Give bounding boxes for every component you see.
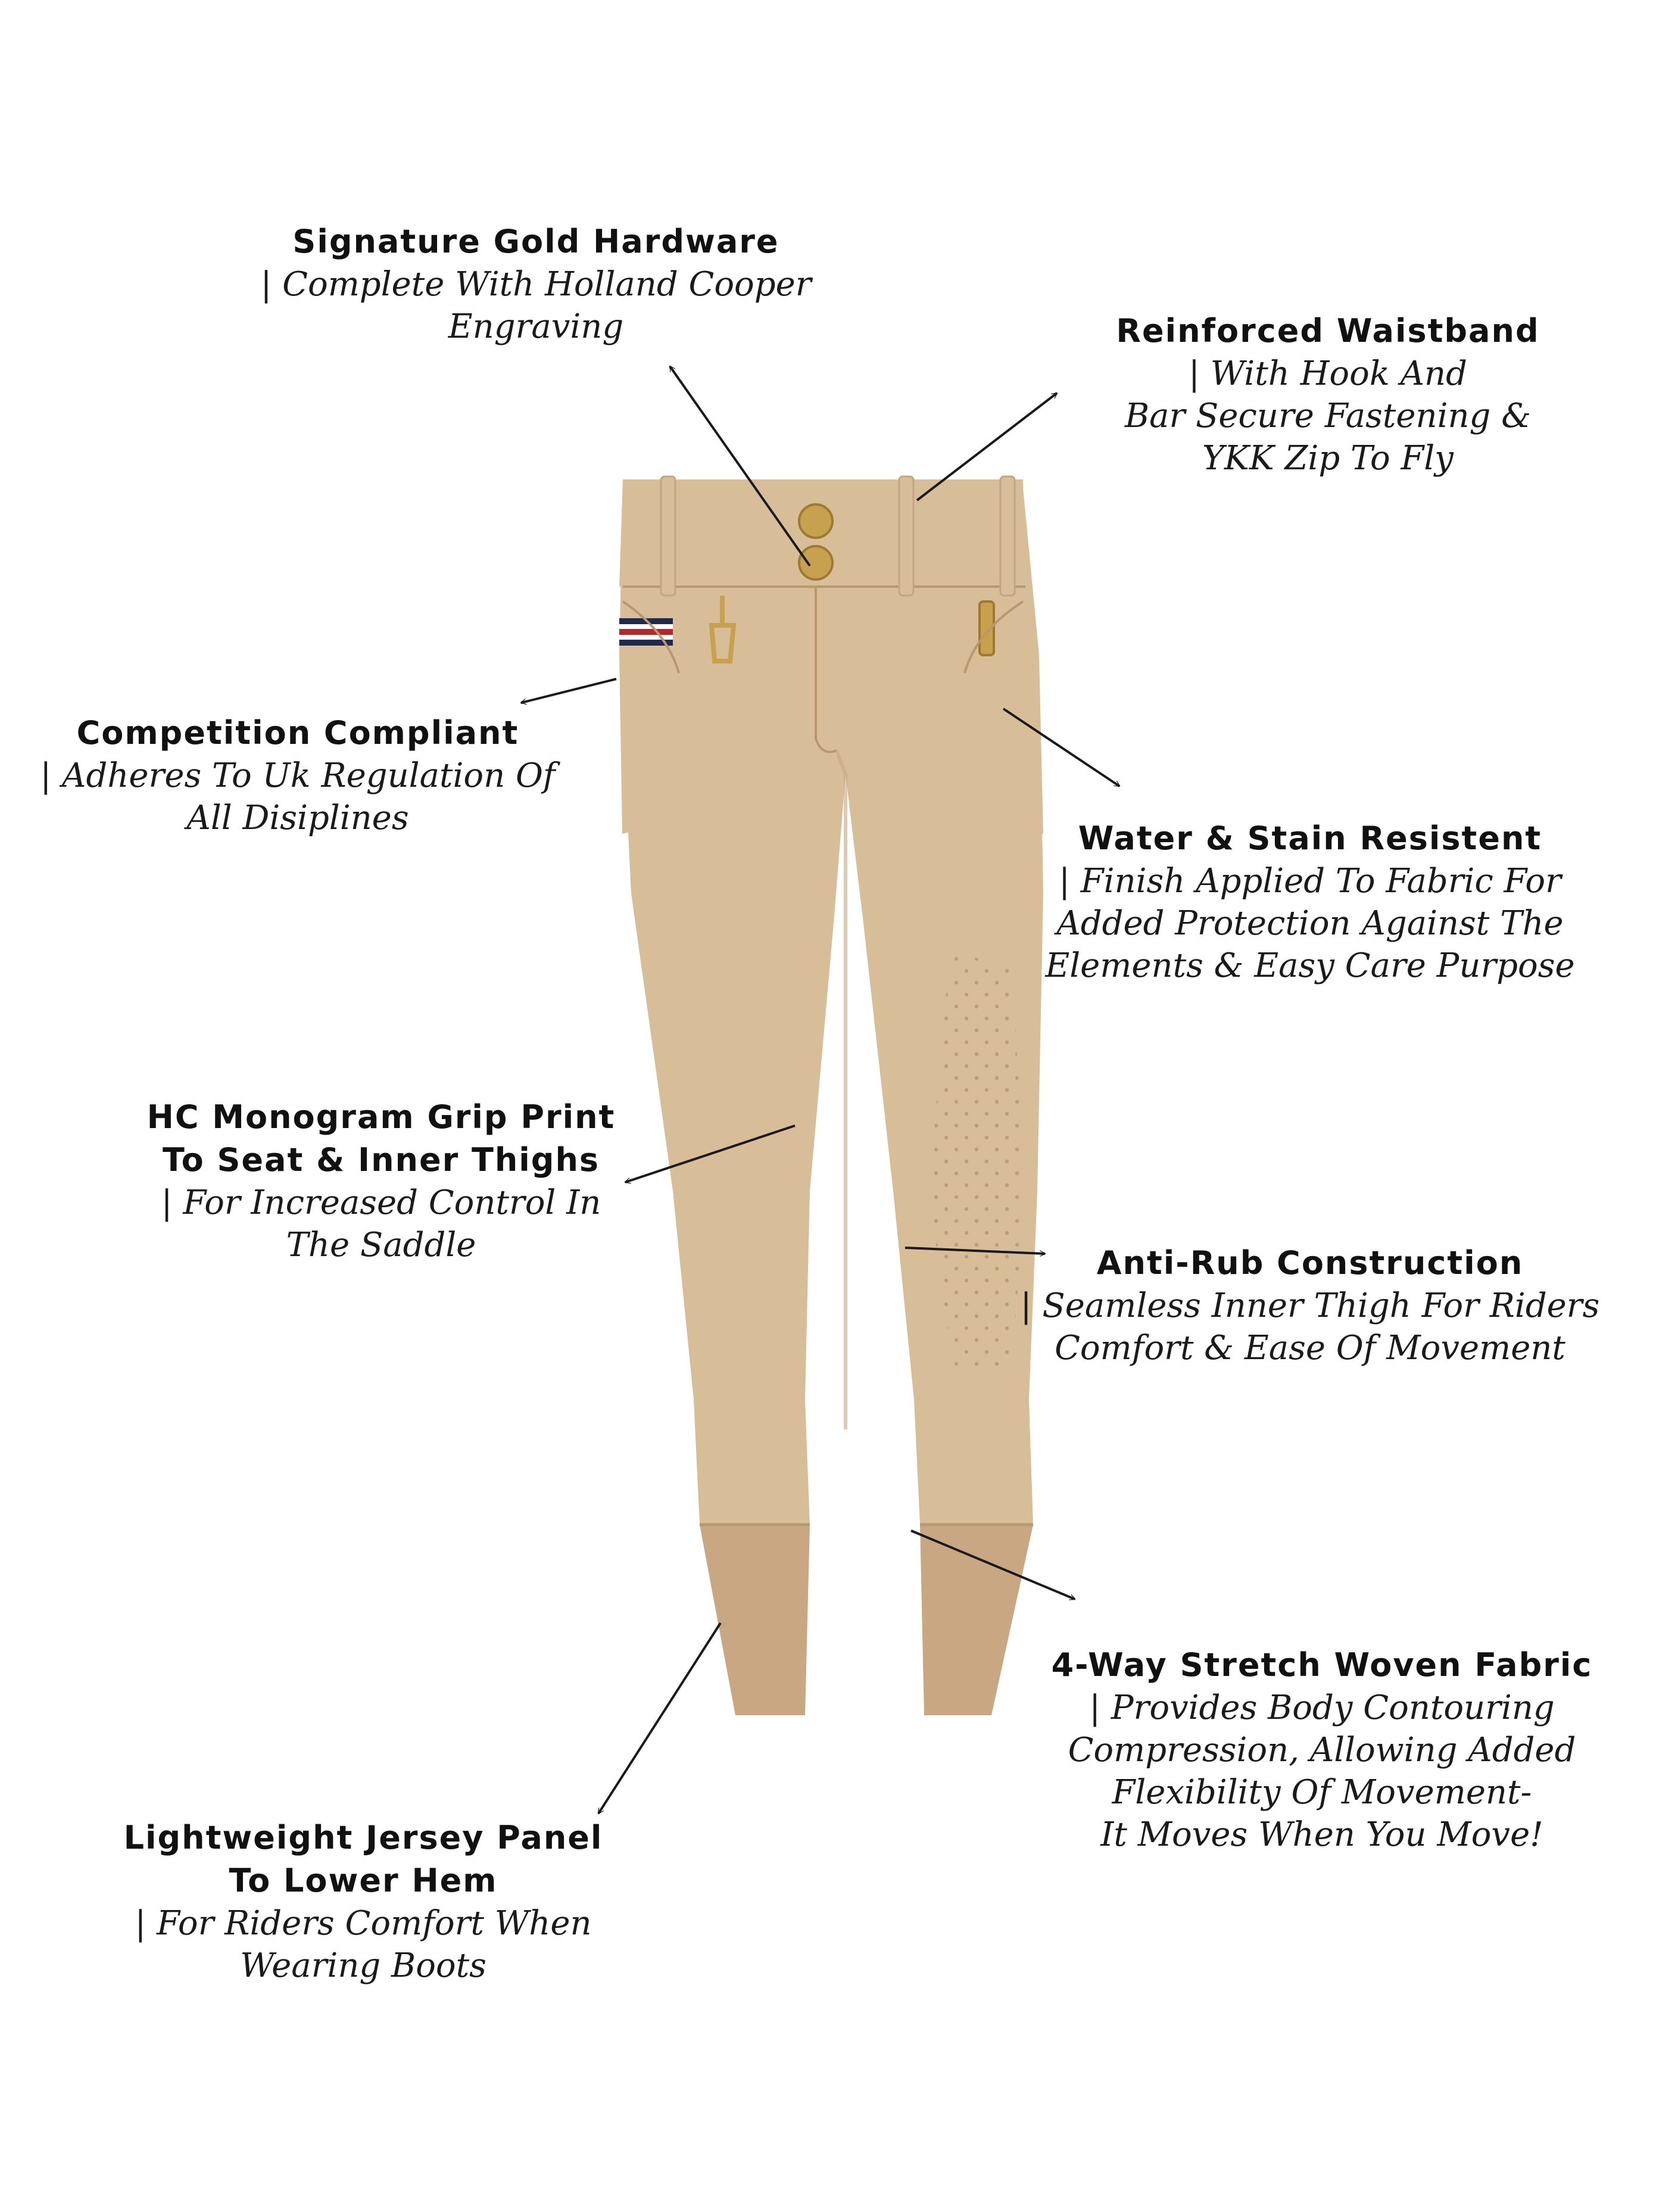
callout-desc-line: | For Riders Comfort When [135, 1904, 592, 1943]
callout-title: Competition Compliant [76, 714, 519, 752]
callout-desc-line: The Saddle [286, 1226, 476, 1264]
callout-desc-line: Comfort & Ease Of Movement [1055, 1329, 1565, 1367]
callout-desc-line: | Complete With Holland Cooper [260, 265, 812, 304]
callout-anti-rub-construction [1012, 1242, 1608, 1369]
callout-desc-line: | Provides Body Contouring [1089, 1688, 1555, 1727]
callout-desc-line: | With Hook And [1189, 354, 1467, 393]
callout-desc-line: | Seamless Inner Thigh For Riders [1020, 1286, 1600, 1325]
callout-title: HC Monogram Grip Print [146, 1098, 616, 1136]
callout-title: Water & Stain Resistent [1078, 820, 1542, 857]
callout-signature-gold-hardware [238, 220, 834, 348]
callout-desc-line: Bar Secure Fastening & [1124, 397, 1532, 435]
callout-desc-line: | Finish Applied To Fabric For [1059, 862, 1561, 901]
callout-desc-line: Compression, Allowing Added [1068, 1731, 1576, 1769]
callout-title: Signature Gold Hardware [292, 223, 779, 260]
callout-4-way-stretch [1024, 1644, 1620, 1856]
belt-loop [899, 476, 913, 596]
callout-title: To Seat & Inner Thighs [162, 1141, 600, 1179]
breeches-image [619, 476, 1043, 1715]
callout-desc-line: Engraving [448, 307, 624, 346]
callout-desc-line: Wearing Boots [240, 1946, 486, 1985]
callout-title: Lightweight Jersey Panel [123, 1819, 603, 1856]
callout-competition-compliant [0, 712, 595, 839]
belt-loop [661, 476, 675, 596]
callout-title: To Lower Hem [229, 1862, 498, 1899]
callout-title: 4-Way Stretch Woven Fabric [1051, 1646, 1593, 1684]
belt-loop [1000, 476, 1015, 596]
gold-button [799, 504, 832, 538]
callout-water-stain-resistent [1012, 817, 1608, 987]
arrow-competition [521, 679, 616, 703]
callout-hc-monogram-grip [83, 1096, 679, 1266]
callout-desc-line: It Moves When You Move! [1100, 1815, 1543, 1854]
callout-title: Reinforced Waistband [1116, 312, 1540, 350]
jersey-panel-right [920, 1525, 1033, 1715]
callout-desc-line: YKK Zip To Fly [1202, 439, 1454, 478]
callout-desc-line: Elements & Easy Care Purpose [1045, 946, 1575, 985]
callout-title: Anti-Rub Construction [1096, 1244, 1524, 1282]
callout-desc-line: Flexibility Of Movement- [1112, 1773, 1532, 1812]
callout-desc-line: | For Increased Control In [161, 1183, 601, 1222]
jersey-panel-left [700, 1525, 810, 1715]
callout-desc-line: Added Protection Against The [1056, 904, 1564, 943]
callout-desc-line: All Disiplines [186, 799, 409, 837]
callout-lightweight-jersey [66, 1817, 661, 1987]
arrow-jersey [598, 1623, 721, 1814]
callout-desc-line: | Adheres To Uk Regulation Of [40, 756, 556, 795]
gold-button [799, 546, 832, 580]
callout-reinforced-waistband [1030, 310, 1626, 479]
